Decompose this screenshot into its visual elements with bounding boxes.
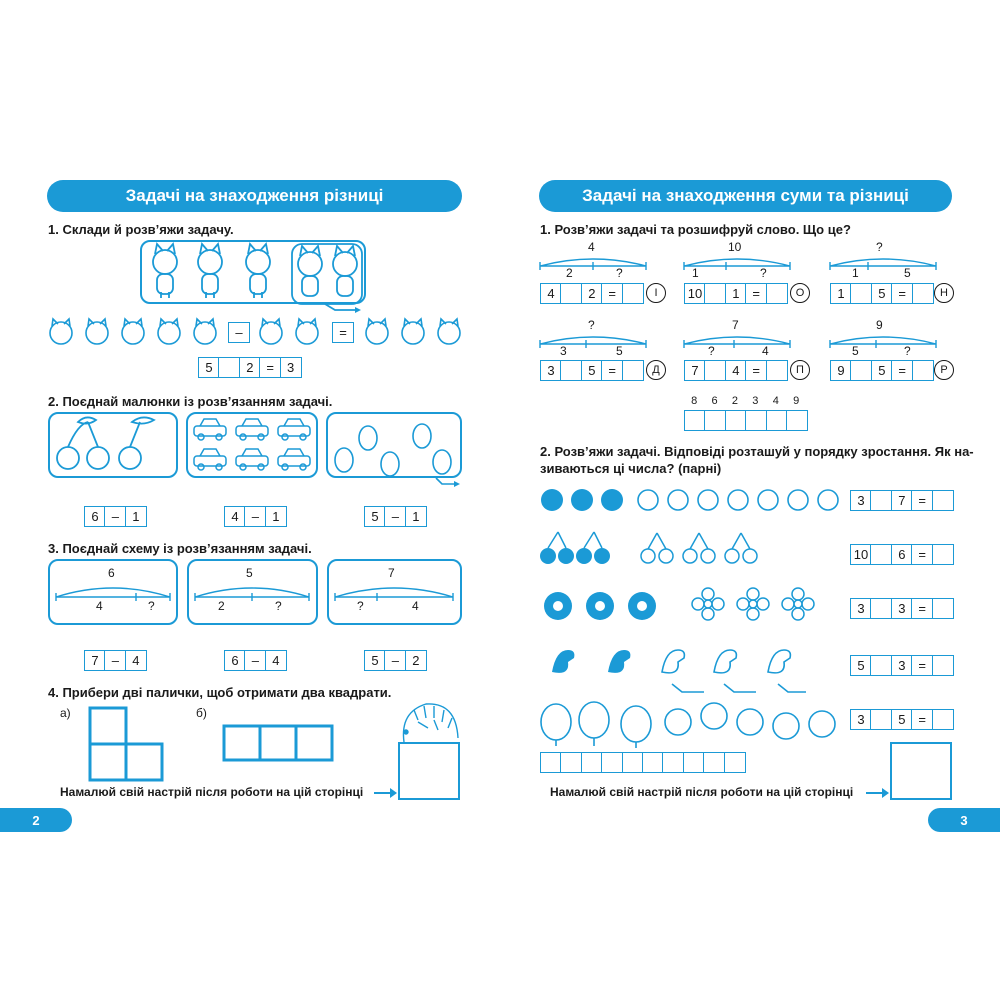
eq-cell: 3 [850,598,872,619]
eq-cell: 3 [850,490,872,511]
rs5-equation[interactable] [684,360,788,381]
left-task4-heading: 4. Прибери дві палички, щоб отримати два квадрати. [48,685,392,700]
eq-cell: = [911,490,933,511]
eq-cell: 5 [198,357,220,378]
task2-eq-2-right[interactable] [850,544,954,565]
label-b: б) [196,706,207,720]
balloons-and-balls-row [538,700,838,750]
eq-cell: = [911,709,933,730]
eq-cell: 5 [850,655,872,676]
code-digit: 2 [731,395,739,407]
flowers-row [538,588,838,628]
left-task3-heading: 3. Поєднай схему із розв’язанням задачі. [48,541,312,556]
eq-cell: = [745,360,767,381]
rs6-b: ? [904,344,911,358]
task2-eq-3[interactable] [364,506,427,527]
eq-cell[interactable] [622,360,644,381]
answer-cell[interactable] [560,752,582,773]
code-digits [684,395,806,407]
answer-cell[interactable] [662,752,684,773]
eq-cell: – [244,650,266,671]
apples-row [538,484,838,514]
rs5-letter: П [790,360,810,380]
cat-icon [153,244,177,298]
rs1-equation[interactable] [540,283,644,304]
cat-face-icon [296,319,318,344]
task1-equation [198,357,302,378]
code-digit: 6 [711,395,718,407]
rs2-top: 10 [728,240,742,254]
hedgehog-icon [394,698,464,746]
eq-cell: = [259,357,281,378]
code-digit: 3 [752,395,759,407]
eq-cell[interactable] [766,360,788,381]
eq-cell: = [745,283,767,304]
eq-cell[interactable] [850,283,872,304]
task2-eq-1-right[interactable] [850,490,954,511]
right-task2-heading-1: 2. Розв’яжи задачі. Відповіді розташуй у порядку зростання. Як на- [540,444,974,459]
eq-cell: 3 [540,360,562,381]
task2-eq-2[interactable] [224,506,287,527]
cars-icon [186,412,318,478]
eq-cell: 3 [891,655,913,676]
eq-cell: 5 [891,709,913,730]
eq-cell: 4 [725,360,747,381]
eq-cell[interactable] [932,490,954,511]
eq-cell: – [384,650,406,671]
left-page-number: 2 [0,808,72,832]
eq-cell: 5 [364,650,386,671]
eq-cell: – [244,506,266,527]
eq-cell[interactable] [870,655,892,676]
eq-cell: 9 [830,360,852,381]
eq-cell: 5 [364,506,386,527]
eq-cell: = [891,283,913,304]
answer-cell[interactable] [622,752,644,773]
answer-cell[interactable] [786,410,808,431]
eq-cell[interactable] [766,283,788,304]
code-digit: 8 [691,395,698,407]
left-task2-heading: 2. Поєднай малюнки із розв’язанням задачі. [48,394,333,409]
cat-face-icon [194,319,216,344]
minus-sign-cell: – [228,322,250,343]
answer-cell[interactable] [704,410,726,431]
eq-cell[interactable] [870,709,892,730]
eq-cell: 10 [684,283,706,304]
eq-cell: – [384,506,406,527]
eq-cell: 5 [871,283,893,304]
answer-cell[interactable] [703,752,725,773]
eq-cell[interactable] [870,490,892,511]
eq-cell[interactable] [218,357,240,378]
code-answer-cells[interactable] [684,410,808,431]
eq-cell: = [601,283,623,304]
rs6-a: 5 [852,344,859,358]
rs5-a: ? [708,344,715,358]
eq-cell: 6 [891,544,913,565]
cat-face-icon [122,319,144,344]
answer-cell[interactable] [683,752,705,773]
eq-cell: = [911,655,933,676]
eq-cell: 7 [684,360,706,381]
rs3-letter: Н [934,283,954,303]
eq-cell: 3 [850,709,872,730]
eq-cell[interactable] [932,544,954,565]
eq-cell: 4 [265,650,287,671]
eq-cell: 6 [84,506,106,527]
rs5-top: 7 [732,318,739,332]
scheme-2-total: 5 [246,566,253,580]
eq-cell: = [911,544,933,565]
answer-cell[interactable] [724,752,746,773]
cat-faces-row [45,318,465,348]
task2-eq-4-right[interactable] [850,655,954,676]
answer-cell[interactable] [725,410,747,431]
task2-eq-1[interactable] [84,506,147,527]
rs1-b: ? [616,266,623,280]
eq-cell: = [601,360,623,381]
right-task2-heading-2: зиваються ці числа? (парні) [540,461,722,476]
task3-eq-2[interactable] [224,650,287,671]
right-mood-text: Намалюй свій настрій після роботи на цій сторінці [550,785,854,799]
cat-icon [298,246,322,296]
rs4-b: 5 [616,344,623,358]
cat-icon [198,244,222,298]
eq-cell: 4 [125,650,147,671]
eq-cell: 5 [871,360,893,381]
right-page-number: 3 [928,808,1000,832]
cats-icon-row [140,240,366,312]
right-page-title: Задачі на знаходження суми та різниці [539,180,952,212]
task3-eq-3[interactable] [364,650,427,671]
arrow-right-icon [866,787,890,799]
rscheme-arcs-row2 [538,322,958,352]
eq-cell: 2 [239,357,261,378]
scheme-1-left: 4 [96,599,103,613]
answer-cell[interactable] [540,752,562,773]
eq-cell[interactable] [932,598,954,619]
rs5-b: 4 [762,344,769,358]
task2-eq-5-right[interactable] [850,709,954,730]
code-digit: 9 [793,395,800,407]
eq-cell: = [891,360,913,381]
rs2-letter: О [790,283,810,303]
eq-cell[interactable] [704,360,726,381]
scheme-3-right: 4 [412,599,419,613]
cherries-row [538,528,778,568]
cat-face-icon [366,319,388,344]
cat-face-icon [438,319,460,344]
cat-icon [246,244,270,298]
answer-cell[interactable] [745,410,767,431]
rs2-b: ? [760,266,767,280]
cat-face-icon [260,319,282,344]
rs4-a: 3 [560,344,567,358]
eq-cell: 1 [125,506,147,527]
eq-cell: 7 [891,490,913,511]
eq-cell[interactable] [622,283,644,304]
eq-cell[interactable] [932,709,954,730]
cat-face-icon [86,319,108,344]
task2-eq-3-right[interactable] [850,598,954,619]
eq-cell: 1 [265,506,287,527]
rs6-equation[interactable] [830,360,934,381]
rs4-letter: Д [646,360,666,380]
eq-cell: 6 [224,650,246,671]
eq-cell: 7 [84,650,106,671]
scheme-2-right: ? [275,599,282,613]
answer-cell[interactable] [642,752,664,773]
eq-cell[interactable] [850,360,872,381]
rs2-equation[interactable] [684,283,788,304]
matchsticks-figure-b[interactable] [222,724,336,764]
rs3-a: 1 [852,266,859,280]
left-mood-text: Намалюй свій настрій після роботи на цій сторінці [60,785,364,799]
rs6-letter: Р [934,360,954,380]
eq-cell[interactable] [704,283,726,304]
rs6-top: 9 [876,318,883,332]
cat-face-icon [50,319,72,344]
scheme-3-total: 7 [388,566,395,580]
left-page-title: Задачі на знаходження різниці [47,180,462,212]
answer-cell[interactable] [581,752,603,773]
eq-cell: – [104,650,126,671]
scheme-3-left: ? [357,599,364,613]
eq-cell: 2 [581,283,603,304]
matchsticks-figure-a[interactable] [88,706,168,782]
arrow-right-icon [374,787,398,799]
rs1-letter: І [646,283,666,303]
cat-face-icon [402,319,424,344]
rs3-b: 5 [904,266,911,280]
scheme-1-right: ? [148,599,155,613]
cat-icon [333,246,357,296]
eq-cell[interactable] [560,360,582,381]
eq-cell[interactable] [932,655,954,676]
scheme-1-total: 6 [108,566,115,580]
eq-cell: 10 [850,544,872,565]
answer-cell[interactable] [684,410,706,431]
eq-cell[interactable] [912,283,934,304]
answer-cell[interactable] [601,752,623,773]
rs4-equation[interactable] [540,360,644,381]
right-task1-heading: 1. Розв’яжи задачі та розшифруй слово. Що це? [540,222,851,237]
right-mood-box[interactable] [890,742,952,800]
answer-cell[interactable] [766,410,788,431]
task3-eq-1[interactable] [84,650,147,671]
label-a: а) [60,706,71,720]
eq-cell: 1 [725,283,747,304]
rs2-a: 1 [692,266,699,280]
penguins-icon [326,412,466,488]
eq-cell: 4 [224,506,246,527]
cat-face-icon [158,319,180,344]
rscheme-arcs-row1 [538,244,958,274]
eq-cell: = [911,598,933,619]
rs3-top: ? [876,240,883,254]
eq-cell[interactable] [870,544,892,565]
ordered-answers-cells[interactable] [540,752,746,773]
birds-row [538,638,818,698]
cherries-icon [48,412,178,478]
rs4-top: ? [588,318,595,332]
rs1-top: 4 [588,240,595,254]
eq-cell: 2 [405,650,427,671]
equals-sign-cell: = [332,322,354,343]
scheme-2-left: 2 [218,599,225,613]
eq-cell: 1 [405,506,427,527]
left-task1-heading: 1. Склади й розв’яжи задачу. [48,222,234,237]
eq-cell: 4 [540,283,562,304]
eq-cell: – [104,506,126,527]
code-digit: 4 [772,395,779,407]
left-mood-box[interactable] [398,742,460,800]
eq-cell: 3 [891,598,913,619]
eq-cell[interactable] [912,360,934,381]
eq-cell[interactable] [560,283,582,304]
eq-cell: 1 [830,283,852,304]
eq-cell: 5 [581,360,603,381]
eq-cell: 3 [280,357,302,378]
rs1-a: 2 [566,266,573,280]
rs3-equation[interactable] [830,283,934,304]
eq-cell[interactable] [870,598,892,619]
